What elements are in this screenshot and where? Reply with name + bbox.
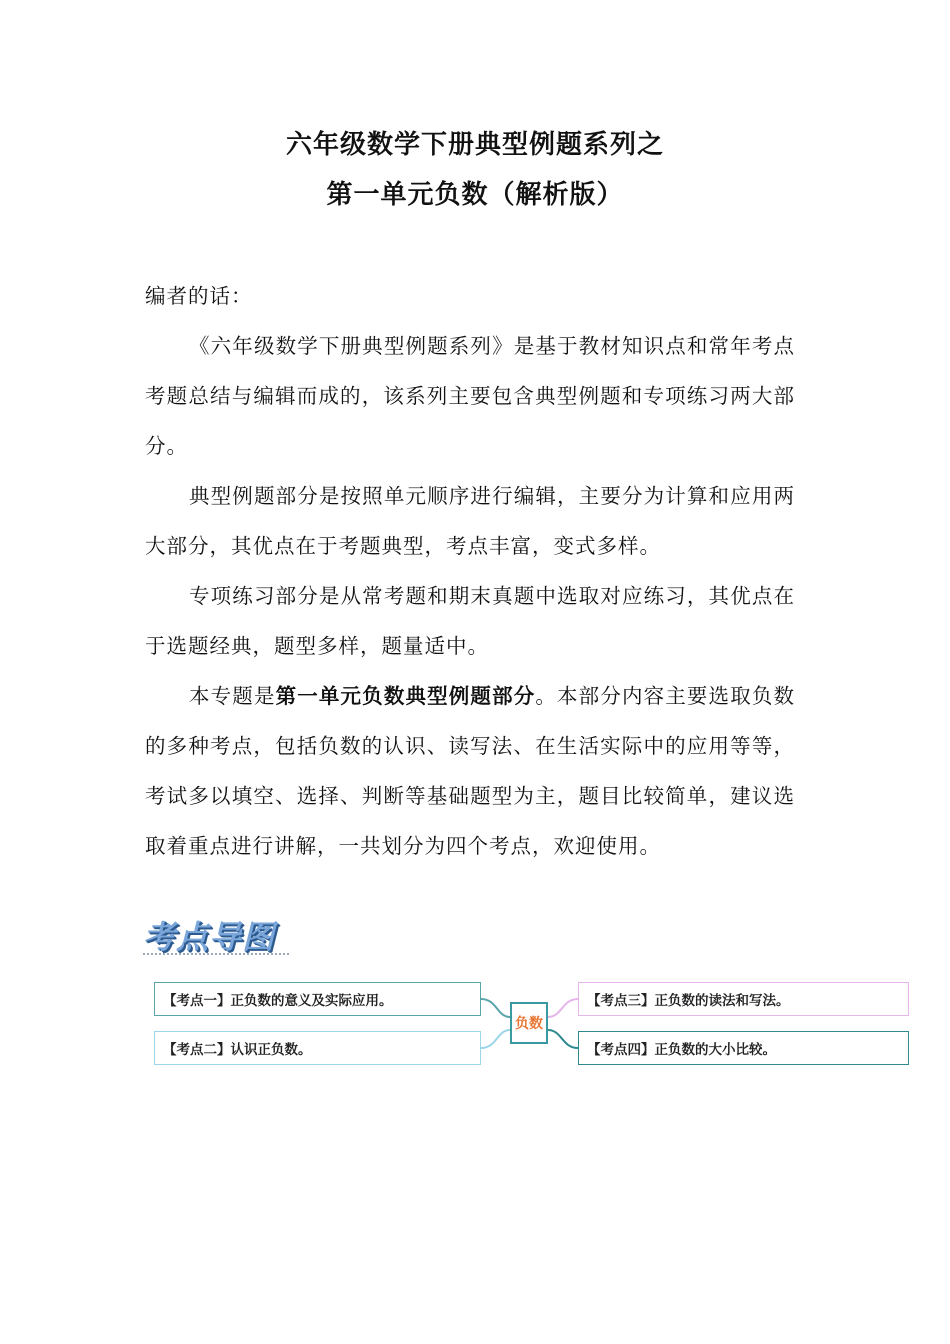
- connector-node3: [548, 999, 578, 1017]
- preface-label: 编者的话：: [145, 284, 253, 308]
- intro-paragraph-1: 《六年级数学下册典型例题系列》是基于教材知识点和常年考点考题总结与编辑而成的，该系列主要包含典型例题和专项练习两大部分。: [145, 334, 795, 458]
- document-title-line1: 六年级数学下册典型例题系列之: [285, 130, 664, 160]
- intro-paragraph-3: 专项练习部分是从常考题和期末真题中选取对应练习，其优点在于选题经典，题型多样，题量适中。: [145, 584, 795, 658]
- mindmap-node-1: 【考点一】正负数的意义及实际应用。: [154, 982, 481, 1016]
- connector-node4: [548, 1030, 578, 1048]
- intro-paragraph-2: 典型例题部分是按照单元顺序进行编辑，主要分为计算和应用两大部分，其优点在于考题典型，考点丰富，变式多样。: [145, 484, 795, 558]
- p4-bold-topic: 第一单元负数典型例题部分: [275, 684, 536, 708]
- p4-prefix: 本专题是: [189, 684, 276, 708]
- mindmap-node-4: 【考点四】正负数的大小比较。: [578, 1031, 909, 1065]
- p4-suffix: 。本部分内容主要选取负数的多种考点，包括负数的认识、读写法、在生活实际中的应用等等，考试多以填空、选择、判断等基础题型为主，题目比较简单，建议选取着重点进行讲解，一共划分为四个考点，欢迎使用。: [145, 684, 796, 858]
- mindmap-center-node: 负数: [510, 1002, 548, 1044]
- mindmap-node-3: 【考点三】正负数的读法和写法。: [578, 982, 909, 1016]
- mindmap-node-2: 【考点二】认识正负数。: [154, 1031, 481, 1065]
- mindmap-heading: 考点导图: [143, 918, 276, 956]
- connector-node2: [481, 1030, 510, 1048]
- document-title-line2: 第一单元负数（解析版）: [326, 180, 624, 210]
- connector-node1: [481, 999, 510, 1017]
